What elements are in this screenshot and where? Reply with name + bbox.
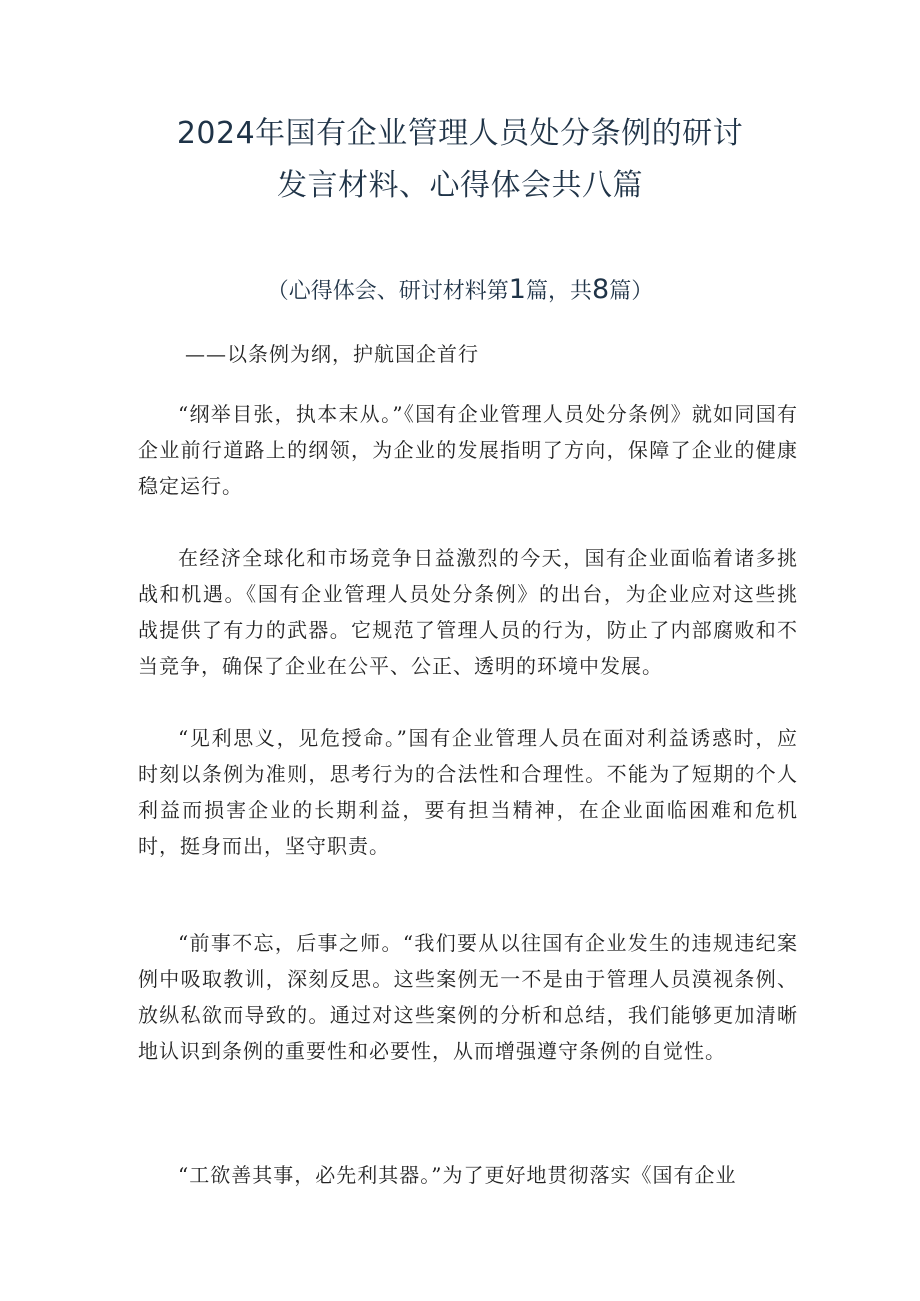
subtitle-suffix: 篇） [609,279,654,304]
tagline: ——以条例为纲，护航国企首行 [185,342,479,366]
title-line-1: 2024年国有企业管理人员处分条例的研讨 [176,116,744,151]
paragraph-1: “纲举目张，执本末从。”《国有企业管理人员处分条例》就如同国有企业前行道路上的纲领，为企业的发展指明了方向，保障了企业的健康稳定运行。 [138,402,798,498]
subtitle-prefix: （心得体会、研讨材料第 [266,279,509,304]
title-line-2: 发言材料、心得体会共八篇 [277,168,643,203]
paragraph-2: 在经济全球化和市场竞争日益激烈的今天，国有企业面临着诸多挑战和机遇。《国有企业管理人员处分条例》的出台，为企业应对这些挑战提供了有力的武器。它规范了管理人员的行为，防止了内部腐败和不当竞争，确保了企业在公平、公正、透明的环境中发展。 [138,546,798,678]
document-title [0,108,920,212]
paragraph-4: “前事不忘，后事之师。“我们要从以往国有企业发生的违规违纪案例中吸取教训，深刻反思。这些案例无一不是由于管理人员漠视条例、放纵私欲而导致的。通过对这些案例的分析和总结，我们能够更加清晰地认识到条例的重要性和必要性，从而增强遵守条例的自觉性。 [138,931,798,1063]
paragraph-3: “见利思义，见危授命。”国有企业管理人员在面对利益诱惑时，应时刻以条例为准则，思考行为的合法性和合理性。不能为了短期的个人利益而损害企业的长期利益，要有担当精神，在企业面临困难和危机时，挺身而出，坚守职责。 [138,726,798,858]
subtitle-middle: 篇，共 [525,279,592,304]
subtitle-total: 8 [592,274,610,305]
document-subtitle [0,270,920,312]
subtitle-index: 1 [508,274,526,305]
paragraph-5: “工欲善其事，必先利其器。”为了更好地贯彻落实《国有企业 [178,1163,737,1187]
